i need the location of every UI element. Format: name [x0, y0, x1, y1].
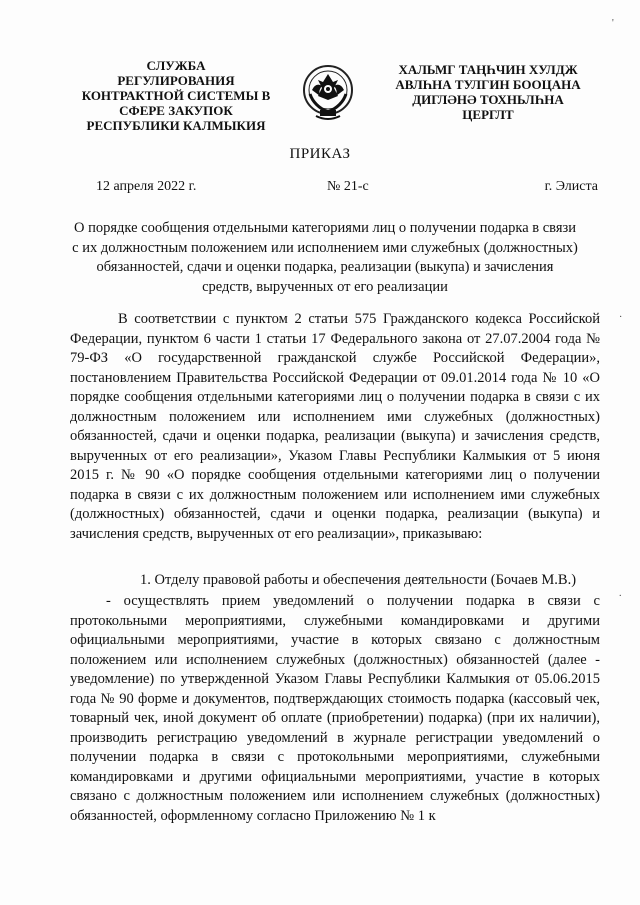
agency-name-kalmyk [388, 62, 588, 122]
scan-speck: ' [612, 18, 614, 29]
agency-line: СФЕРЕ ЗАКУПОК [119, 103, 233, 118]
document-type-title: ПРИКАЗ [289, 146, 351, 162]
item-1-heading: 1. Отделу правовой работы и обеспечения деятельности (Бочаев М.В.) [140, 572, 577, 588]
agency-line: ДИГЛӘНӘ ТОХНЬЛҺНА [412, 92, 564, 107]
item-1-text: - осуществлять прием уведомлений о получении подарка в связи с протокольными мероприятиями, служебными командировками и другими официальными мероприятиями, участие в которых связано с должностным положением или исполнением служебных (должностных) обязанностей (далее - уведомление) по утвержденной Указом Главы Республики Калмыкия от 05.06.2015 года № 90 форме и документов, подтверждающих стоимость подарка (кассовый чек, товарный чек, иной документ об оплате (приобретении) подарка) (при их наличии), производить регистрацию уведомлений в журнале регистрации уведомлений о получении подарка в связи с протокольными мероприятиями, служебными командировками и другими официальными мероприятиями, участие в которых связано с должностным положением или исполнением служебных (должностных) обязанностей, оформленному согласно Приложению № 1 к [70, 593, 600, 824]
agency-line: ХАЛЬМГ ТАҢҺЧИН ХУЛДЖ [398, 62, 578, 77]
scan-speck: . [619, 588, 622, 599]
preamble-paragraph [70, 310, 600, 544]
agency-line: АВЛҺНА ТУЛГИН БООЦАНА [395, 77, 581, 92]
document-meta-row [96, 179, 598, 197]
preamble-text: В соответствии с пунктом 2 статьи 575 Гражданского кодекса Российской Федерации, пунктом 6 части 1 статьи 17 Федерального закона от 27.07.2004 года № 79-ФЗ «О государственной гражданской службе Российской Федерации», постановлением Правительства Российской Федерации от 09.01.2014 года № 10 «О порядке сообщения отдельными категориями лиц о получении подарка в связи с их должностным положением или исполнением ими служебных (должностных) обязанностей, сдачи и оценки подарка, реализации (выкупа) и зачисления средств, вырученных от его реализации», Указом Главы Республики Калмыкия от 5 июня 2015 г. № 90 «О порядке сообщения отдельными категориями лиц о получении подарка в связи с их должностным положением или исполнением ими служебных (должностных) обязанностей, сдачи и оценки подарка, реализации (выкупа) и зачисления средств, вырученных от его реализации», приказываю: [70, 311, 600, 542]
document-city: г. Элиста [544, 179, 598, 194]
scan-speck: · [619, 312, 623, 323]
agency-line: РЕГУЛИРОВАНИЯ [117, 73, 235, 88]
agency-name-russian [62, 58, 290, 133]
coat-of-arms-icon [300, 60, 356, 124]
agency-line: СЛУЖБА [146, 58, 206, 73]
document-number: № 21-с [327, 179, 369, 194]
agency-line: РЕСПУБЛИКИ КАЛМЫКИЯ [86, 118, 266, 133]
agency-line: ЦЕРГЛТ [462, 107, 514, 122]
document-subject: О порядке сообщения отдельными категориями лиц о получении подарка в связи с их должностным положением или исполнением ими служебных (должностных) обязанностей, сдачи и оценки подарка, реализации (выкупа) и зачисления средств, вырученных от его реализации [72, 220, 578, 295]
agency-line: КОНТРАКТНОЙ СИСТЕМЫ В [81, 88, 271, 103]
document-date: 12 апреля 2022 г. [96, 179, 197, 194]
